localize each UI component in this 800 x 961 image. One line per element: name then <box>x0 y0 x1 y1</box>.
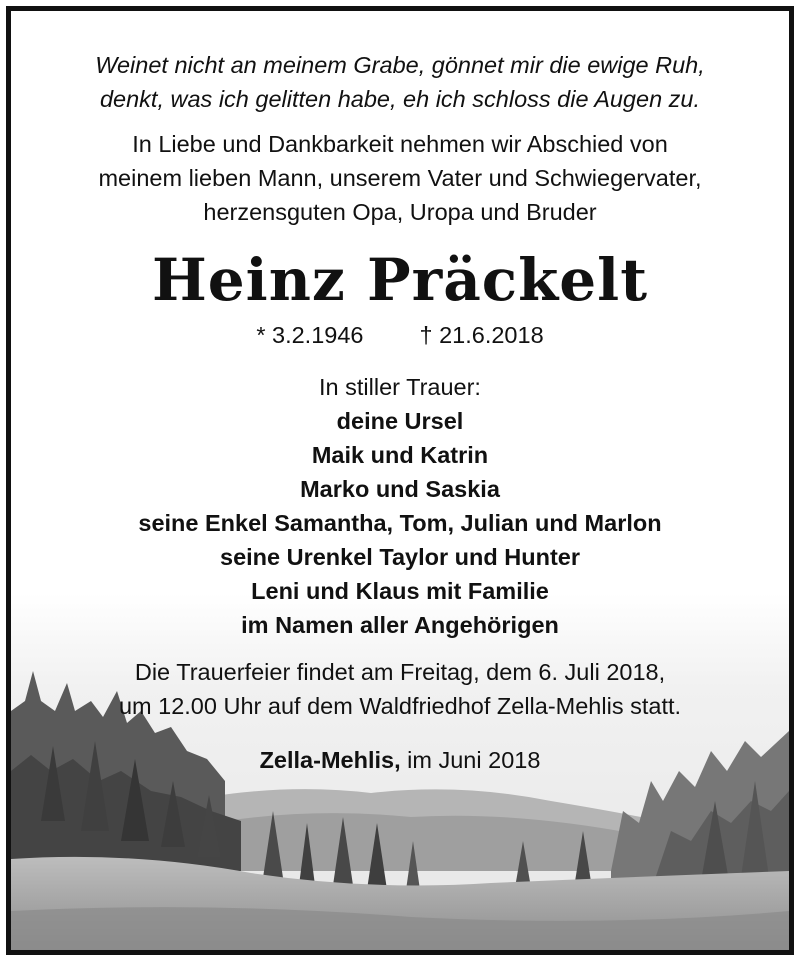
date: im Juni 2018 <box>407 747 541 773</box>
deceased-name: Heinz Präckelt <box>151 246 648 314</box>
intro-line-3: herzensguten Opa, Uropa und Bruder <box>203 199 597 225</box>
mourner-name: seine Enkel Samantha, Tom, Julian und Marlon <box>138 510 662 536</box>
life-dates <box>11 318 789 352</box>
mourner-name: Leni und Klaus mit Familie <box>251 578 549 604</box>
verse-line-2: denkt, was ich gelitten habe, eh ich schloss die Augen zu. <box>99 86 701 112</box>
funeral-line-1: Die Trauerfeier findet am Freitag, dem 6. Juli 2018, <box>134 659 666 685</box>
place-date <box>11 743 789 777</box>
intro-line-2: meinem lieben Mann, unserem Vater und Schwiegervater, <box>98 165 702 191</box>
verse-line-1: Weinet nicht an meinem Grabe, gönnet mir die ewige Ruh, <box>95 52 705 78</box>
birth-date: * 3.2.1946 <box>256 322 364 348</box>
mourner-name: seine Urenkel Taylor und Hunter <box>220 544 580 570</box>
mourner-name: deine Ursel <box>336 408 464 434</box>
funeral-line-2: um 12.00 Uhr auf dem Waldfriedhof Zella-Mehlis statt. <box>118 693 682 719</box>
intro-line-1: In Liebe und Dankbarkeit nehmen wir Abschied von <box>132 131 668 157</box>
obituary-frame <box>6 6 794 955</box>
mourners-heading: In stiller Trauer: <box>319 374 481 400</box>
mourner-name: Maik und Katrin <box>311 442 489 468</box>
death-date: † 21.6.2018 <box>419 322 544 348</box>
mourner-name: im Namen aller Angehörigen <box>241 612 559 638</box>
mourner-name: Marko und Saskia <box>300 476 500 502</box>
place: Zella-Mehlis, <box>259 747 401 773</box>
